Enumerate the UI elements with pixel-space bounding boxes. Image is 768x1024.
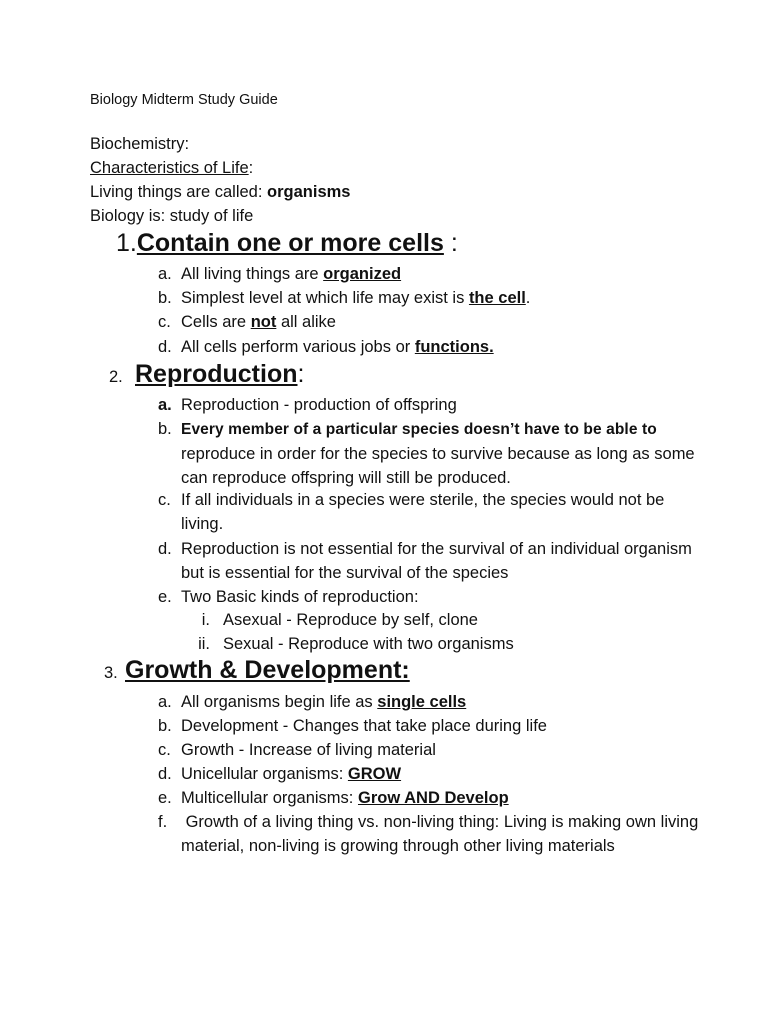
characteristics-heading: [90, 158, 253, 178]
item-text: All organisms begin life as: [181, 693, 378, 711]
item-letter: b.: [158, 289, 172, 307]
item-text: reproduce in order for the species to survive because as long as some can reproduce offspring will still be produced.: [181, 445, 695, 487]
item-emphasis: the cell: [468, 289, 526, 307]
item-emphasis: Every member of a particular species doesn’t have to be able to: [181, 421, 657, 438]
section-number: 2.: [109, 368, 123, 386]
unit-heading: Biochemistry:: [90, 135, 190, 153]
item-letter: a.: [158, 396, 172, 414]
item-letter: d.: [158, 765, 172, 783]
organisms-line: [90, 182, 350, 202]
characteristics-heading-text: Characteristics of Life: [90, 159, 249, 177]
item-letter: e.: [158, 789, 172, 807]
item-emphasis: functions.: [414, 338, 494, 356]
section-suffix: :: [443, 229, 458, 257]
item-text: Reproduction - production of offspring: [181, 396, 457, 414]
item-emphasis: single cells: [377, 693, 467, 711]
item-emphasis: organized: [323, 265, 402, 283]
section-suffix: :: [297, 360, 305, 388]
item-text: If all individuals in a species were sterile, the species would not be living.: [181, 491, 665, 533]
item-text: Cells are: [181, 313, 251, 331]
biology-definition-line: Biology is: study of life: [90, 207, 254, 225]
item-letter: c.: [158, 491, 171, 509]
item-letter: c.: [158, 313, 171, 331]
item-letter: b.: [158, 420, 172, 438]
item-text-end: .: [525, 289, 531, 307]
item-text: All living things are: [181, 265, 324, 283]
item-text: Unicellular organisms:: [181, 765, 348, 783]
section-number: 1.: [116, 229, 137, 257]
item-letter: a.: [158, 693, 172, 711]
item-letter: a.: [158, 265, 172, 283]
item-text: All cells perform various jobs or: [181, 338, 415, 356]
item-letter: b.: [158, 717, 172, 735]
document-title: Biology Midterm Study Guide: [90, 92, 278, 108]
subitem-text: Asexual - Reproduce by self, clone: [223, 611, 478, 629]
subitem-numeral: i.: [201, 611, 210, 629]
section-number: 3.: [104, 664, 118, 682]
subitem-numeral: ii.: [198, 635, 210, 653]
item-letter: f.: [158, 813, 168, 831]
organisms-term: organisms: [267, 183, 351, 201]
item-text: Growth of a living thing vs. non-living thing: Living is making own living material, non-living is growing through other living materials: [181, 813, 703, 855]
item-emphasis: GROW: [347, 765, 402, 783]
item-text: Development - Changes that take place during life: [181, 717, 547, 735]
item-text: Reproduction is not essential for the survival of an individual organism but is essential for the survival of the species: [181, 540, 692, 582]
item-text: Two Basic kinds of reproduction:: [181, 588, 419, 606]
characteristics-colon: :: [248, 159, 254, 177]
subitem-text: Sexual - Reproduce with two organisms: [223, 635, 514, 653]
item-text-end: all alike: [276, 313, 336, 331]
section-title: Growth & Development:: [125, 656, 410, 684]
organisms-line-prefix: Living things are called:: [90, 183, 268, 201]
item-letter: d.: [158, 540, 172, 558]
item-letter: e.: [158, 588, 172, 606]
item-text: Simplest level at which life may exist is: [181, 289, 469, 307]
section-heading-2: [109, 362, 304, 387]
section-heading-1: [116, 231, 458, 256]
item-text: Growth - Increase of living material: [181, 741, 436, 759]
section-title: Reproduction: [135, 360, 298, 388]
item-emphasis: Grow AND Develop: [357, 789, 509, 807]
item-text: Multicellular organisms:: [181, 789, 358, 807]
section-heading-3: [104, 658, 410, 683]
section-title: Contain one or more cells: [136, 229, 444, 257]
item-emphasis: not: [250, 313, 277, 331]
item-letter: c.: [158, 741, 171, 759]
item-letter: d.: [158, 338, 172, 356]
